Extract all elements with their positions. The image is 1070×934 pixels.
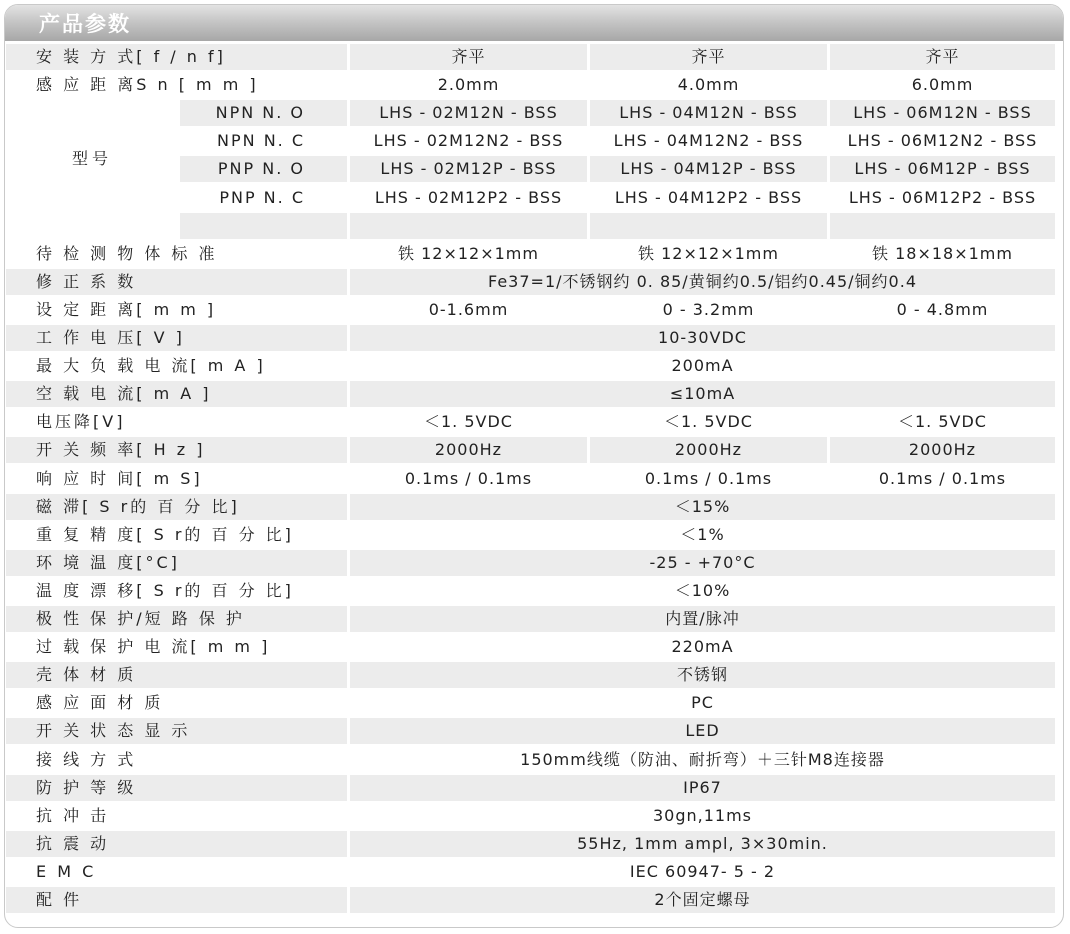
param-value: 10-30VDC — [350, 325, 1055, 351]
param-value: 齐平 — [590, 44, 827, 70]
param-label: E M C — [36, 861, 97, 881]
param-label: 抗 冲 击 — [36, 805, 110, 825]
model-number-cell: LHS - 04M12P2 - BSS — [614, 187, 803, 207]
param-value: 齐平 — [350, 44, 587, 70]
param-label: 配 件 — [6, 887, 347, 913]
param-value: 铁 12×12×1mm — [398, 243, 539, 263]
model-type-cell: PNP N. C — [219, 187, 305, 207]
model-number-cell: LHS - 02M12P - BSS — [350, 156, 587, 182]
param-value: 齐平 — [830, 44, 1055, 70]
model-number-cell: LHS - 04M12P - BSS — [590, 156, 827, 182]
model-type-cell: NPN N. O — [180, 100, 347, 126]
param-value: ＜1% — [680, 524, 725, 544]
param-label: 响 应 时 间[ m S] — [36, 468, 203, 488]
section-header — [5, 5, 1063, 41]
param-value: 0 - 3.2mm — [662, 299, 755, 319]
param-value: ＜1. 5VDC — [664, 412, 753, 432]
param-label: 设 定 距 离[ m m ] — [36, 299, 217, 319]
spec-panel — [4, 4, 1064, 928]
param-value: 0.1ms / 0.1ms — [404, 468, 533, 488]
model-number-cell: LHS - 06M12P - BSS — [830, 156, 1055, 182]
param-label: 环 境 温 度[°C] — [6, 550, 347, 576]
model-type-cell — [180, 213, 347, 239]
param-value: 150mm线缆（防油、耐折弯）＋三针M8连接器 — [520, 749, 885, 769]
param-value: 铁 12×12×1mm — [638, 243, 779, 263]
section-title: 产品参数 — [39, 12, 131, 36]
param-label: 工 作 电 压[ V ] — [6, 325, 347, 351]
param-label: 开 关 频 率[ H z ] — [6, 437, 347, 463]
model-number-cell: LHS - 06M12N2 - BSS — [847, 131, 1038, 151]
param-value: 铁 18×18×1mm — [872, 243, 1013, 263]
param-value: ≤10mA — [350, 381, 1055, 407]
param-label: 电压降[V] — [36, 412, 126, 432]
model-type-cell: NPN N. C — [217, 131, 305, 151]
model-number-cell: LHS - 02M12P2 - BSS — [374, 187, 563, 207]
param-value: 2.0mm — [437, 75, 500, 95]
param-value: PC — [691, 693, 714, 713]
param-value: 2000Hz — [590, 437, 827, 463]
param-value: ＜10% — [674, 580, 731, 600]
param-value: 4.0mm — [677, 75, 740, 95]
model-number-cell: LHS - 06M12P2 - BSS — [848, 187, 1037, 207]
param-label: 磁 滞[ S r的 百 分 比] — [6, 494, 347, 520]
param-value: 200mA — [671, 356, 734, 376]
param-label: 安 装 方 式[ f / n f] — [6, 44, 347, 70]
model-type-cell: PNP N. O — [180, 156, 347, 182]
model-number-cell: LHS - 04M12N - BSS — [590, 100, 827, 126]
param-label: 感 应 面 材 质 — [36, 693, 164, 713]
param-value: Fe37=1/不锈钢约 0. 85/黄铜约0.5/铝约0.45/铜约0.4 — [350, 269, 1055, 295]
param-label: 防 护 等 级 — [6, 775, 347, 801]
param-label: 开 关 状 态 显 示 — [6, 718, 347, 744]
param-value: 220mA — [671, 637, 734, 657]
param-value: 不锈钢 — [350, 662, 1055, 688]
param-label: 感 应 距 离S n [ m m ] — [36, 75, 259, 95]
model-number-cell — [830, 213, 1055, 239]
param-label: 重 复 精 度[ S r的 百 分 比] — [36, 524, 294, 544]
param-value: 2个固定螺母 — [350, 887, 1055, 913]
model-number-cell: LHS - 02M12N2 - BSS — [373, 131, 564, 151]
param-label: 接 线 方 式 — [36, 749, 137, 769]
param-value: 0.1ms / 0.1ms — [644, 468, 773, 488]
param-label: 温 度 漂 移[ S r的 百 分 比] — [36, 580, 294, 600]
param-label: 壳 体 材 质 — [6, 662, 347, 688]
param-value: IP67 — [350, 775, 1055, 801]
param-value: 内置/脉冲 — [350, 606, 1055, 632]
param-label: 空 载 电 流[ m A ] — [6, 381, 347, 407]
param-label: 过 载 保 护 电 流[ m m ] — [36, 637, 271, 657]
model-number-cell: LHS - 02M12N - BSS — [350, 100, 587, 126]
param-value: ＜15% — [350, 494, 1055, 520]
param-value: IEC 60947- 5 - 2 — [629, 861, 776, 881]
param-value: 30gn,11ms — [652, 805, 753, 825]
param-label: 修 正 系 数 — [6, 269, 347, 295]
param-value: ＜1. 5VDC — [424, 412, 513, 432]
model-number-cell — [590, 213, 827, 239]
param-label: 极 性 保 护/短 路 保 护 — [6, 606, 347, 632]
param-label: 待 检 测 物 体 标 准 — [36, 243, 218, 263]
param-value: 2000Hz — [830, 437, 1055, 463]
param-value: 55Hz, 1mm ampl, 3×30min. — [350, 831, 1055, 857]
model-label: 型号 — [71, 149, 112, 169]
model-number-cell: LHS - 06M12N - BSS — [830, 100, 1055, 126]
param-value: -25 - +70°C — [350, 550, 1055, 576]
param-value: 2000Hz — [350, 437, 587, 463]
param-label: 最 大 负 载 电 流[ m A ] — [36, 356, 266, 376]
model-number-cell: LHS - 04M12N2 - BSS — [613, 131, 804, 151]
param-value: 6.0mm — [911, 75, 974, 95]
model-number-cell — [350, 213, 587, 239]
param-value: 0 - 4.8mm — [896, 299, 989, 319]
param-value: LED — [350, 718, 1055, 744]
param-label: 抗 震 动 — [6, 831, 347, 857]
param-value: ＜1. 5VDC — [898, 412, 987, 432]
param-value: 0-1.6mm — [428, 299, 509, 319]
param-value: 0.1ms / 0.1ms — [878, 468, 1007, 488]
